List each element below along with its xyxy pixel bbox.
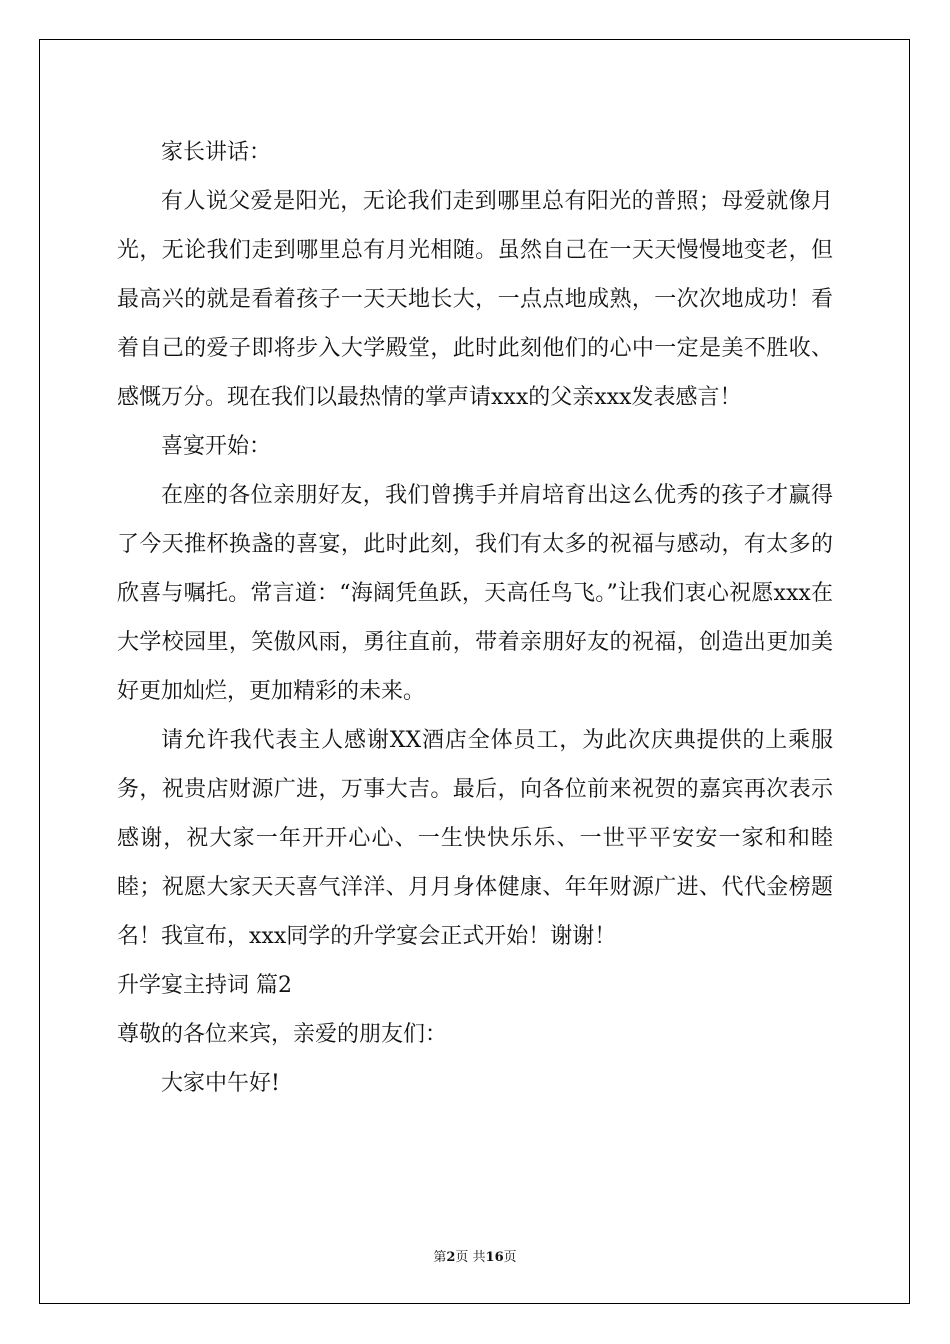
footer-mid: 页 共	[455, 1250, 486, 1265]
footer-page-number: 2	[446, 1250, 456, 1265]
paragraph-thanks: 请允许我代表主人感谢XX酒店全体员工，为此次庆典提供的上乘服务，祝贵店财源广进，万事大吉。最后，向各位前来祝贺的嘉宾再次表示感谢，祝大家一年开开心心、一生快快乐乐、一世平平安安一家和和睦睦；祝愿大家天天喜气洋洋、月月身体健康、年年财源广进、代代金榜题名！我宣布，xxx同学的升学宴会正式开始！谢谢！	[117, 728, 833, 949]
paragraph-banquet-intro: 在座的各位亲朋好友，我们曾携手并肩培育出这么优秀的孩子才赢得了今天推杯换盏的喜宴，此时此刻，我们有太多的祝福与感动，有太多的欣喜与嘱托。常言道：“海阔凭鱼跃，天高任鸟飞。”让我们衷心祝愿xxx在大学校园里，笑傲风雨，勇往直前，带着亲朋好友的祝福，创造出更加美好更加灿烂，更加精彩的未来。	[117, 483, 833, 704]
footer-prefix: 第	[433, 1250, 447, 1265]
paragraph-salutation: 尊敬的各位来宾，亲爱的朋友们：	[117, 1022, 448, 1047]
paragraph-greeting: 大家中午好!	[161, 1071, 280, 1096]
paragraph-banquet-heading: 喜宴开始：	[161, 434, 272, 459]
paragraph-parent-speech: 有人说父爱是阳光，无论我们走到哪里总有阳光的普照；母爱就像月光，无论我们走到哪里总有月光相随。虽然自己在一天天慢慢地变老，但最高兴的就是看着孩子一天天地长大，一点点地成熟，一次次地成功！看着自己的爱子即将步入大学殿堂，此时此刻他们的心中一定是美不胜收、感慨万分。现在我们以最热情的掌声请xxx的父亲xxx发表感言！	[117, 189, 833, 410]
page-footer	[0, 1246, 950, 1265]
paragraph-parent-speech-heading: 家长讲话：	[161, 140, 272, 165]
footer-suffix: 页	[503, 1250, 517, 1265]
section-title: 升学宴主持词 篇2	[117, 973, 292, 998]
footer-total-pages: 16	[485, 1250, 504, 1265]
document-body	[117, 128, 833, 1108]
